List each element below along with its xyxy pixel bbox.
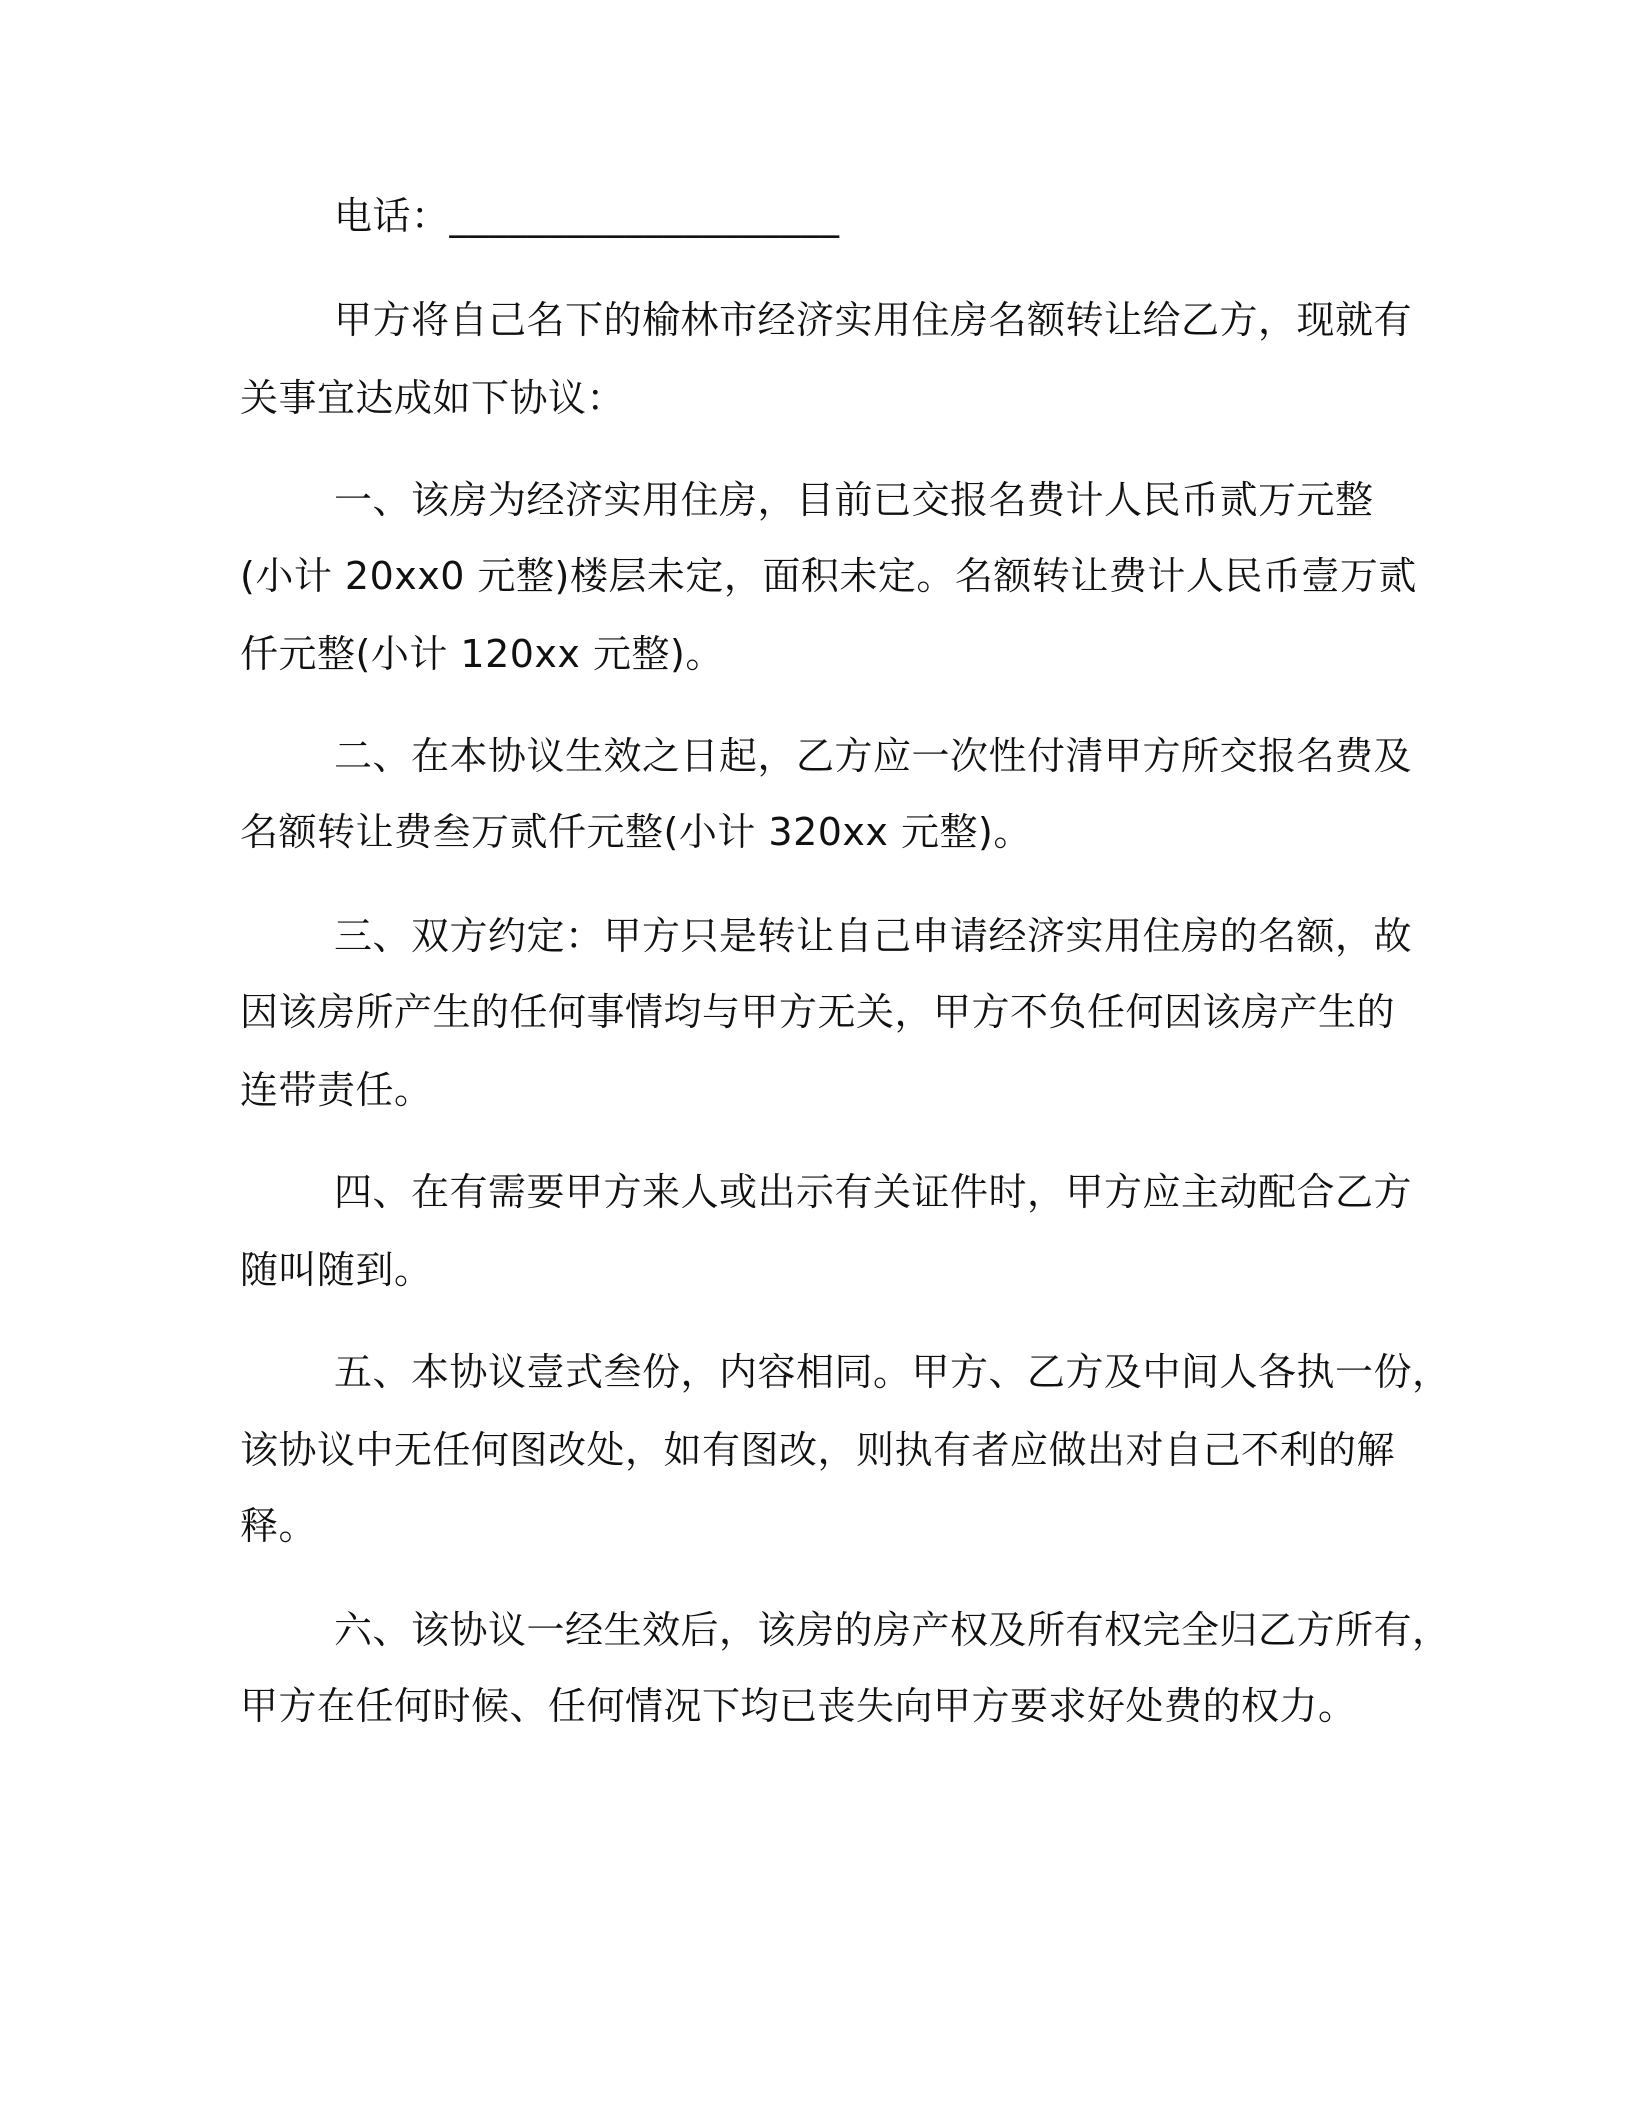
clause-5-line-1: 五、本协议壹式叁份，内容相同。甲方、乙方及中间人各执一份， (334, 1350, 1451, 1394)
clause-5-line-2: 该协议中无任何图改处，如有图改，则执有者应做出对自己不利的解 (240, 1428, 1396, 1472)
clause-2-line-1: 二、在本协议生效之日起，乙方应一次性付清甲方所交报名费及 (334, 734, 1413, 778)
clause-4-line-1: 四、在有需要甲方来人或出示有关证件时，甲方应主动配合乙方 (334, 1170, 1413, 1214)
clause-3-line-2: 因该房所产生的任何事情均与甲方无关，甲方不负任何因该房产生的 (240, 990, 1396, 1034)
clause-2-line-2: 名额转让费叁万贰仟元整(小计 320xx 元整)。 (240, 810, 1032, 854)
clause-6-line-1: 六、该协议一经生效后，该房的房产权及所有权完全归乙方所有， (334, 1608, 1451, 1652)
preamble-line-2: 关事宜达成如下协议： (240, 376, 626, 420)
clause-4-line-2: 随叫随到。 (240, 1248, 433, 1292)
clause-1-line-2: (小计 20xx0 元整)楼层未定，面积未定。名额转让费计人民币壹万贰 (240, 554, 1417, 598)
clause-3-line-3: 连带责任。 (240, 1068, 433, 1112)
clause-6-line-2: 甲方在任何时候、任何情况下均已丧失向甲方要求好处费的权力。 (240, 1684, 1357, 1728)
clause-1-line-3: 仟元整(小计 120xx 元整)。 (240, 632, 724, 676)
phone-line: 电话：____________________ (334, 194, 840, 238)
clause-5-line-3: 释。 (240, 1504, 318, 1548)
preamble-line-1: 甲方将自己名下的榆林市经济实用住房名额转让给乙方，现就有 (334, 298, 1413, 342)
clause-1-line-1: 一、该房为经济实用住房，目前已交报名费计人民币贰万元整 (334, 478, 1374, 522)
clause-3-line-1: 三、双方约定：甲方只是转让自己申请经济实用住房的名额，故 (334, 914, 1413, 958)
